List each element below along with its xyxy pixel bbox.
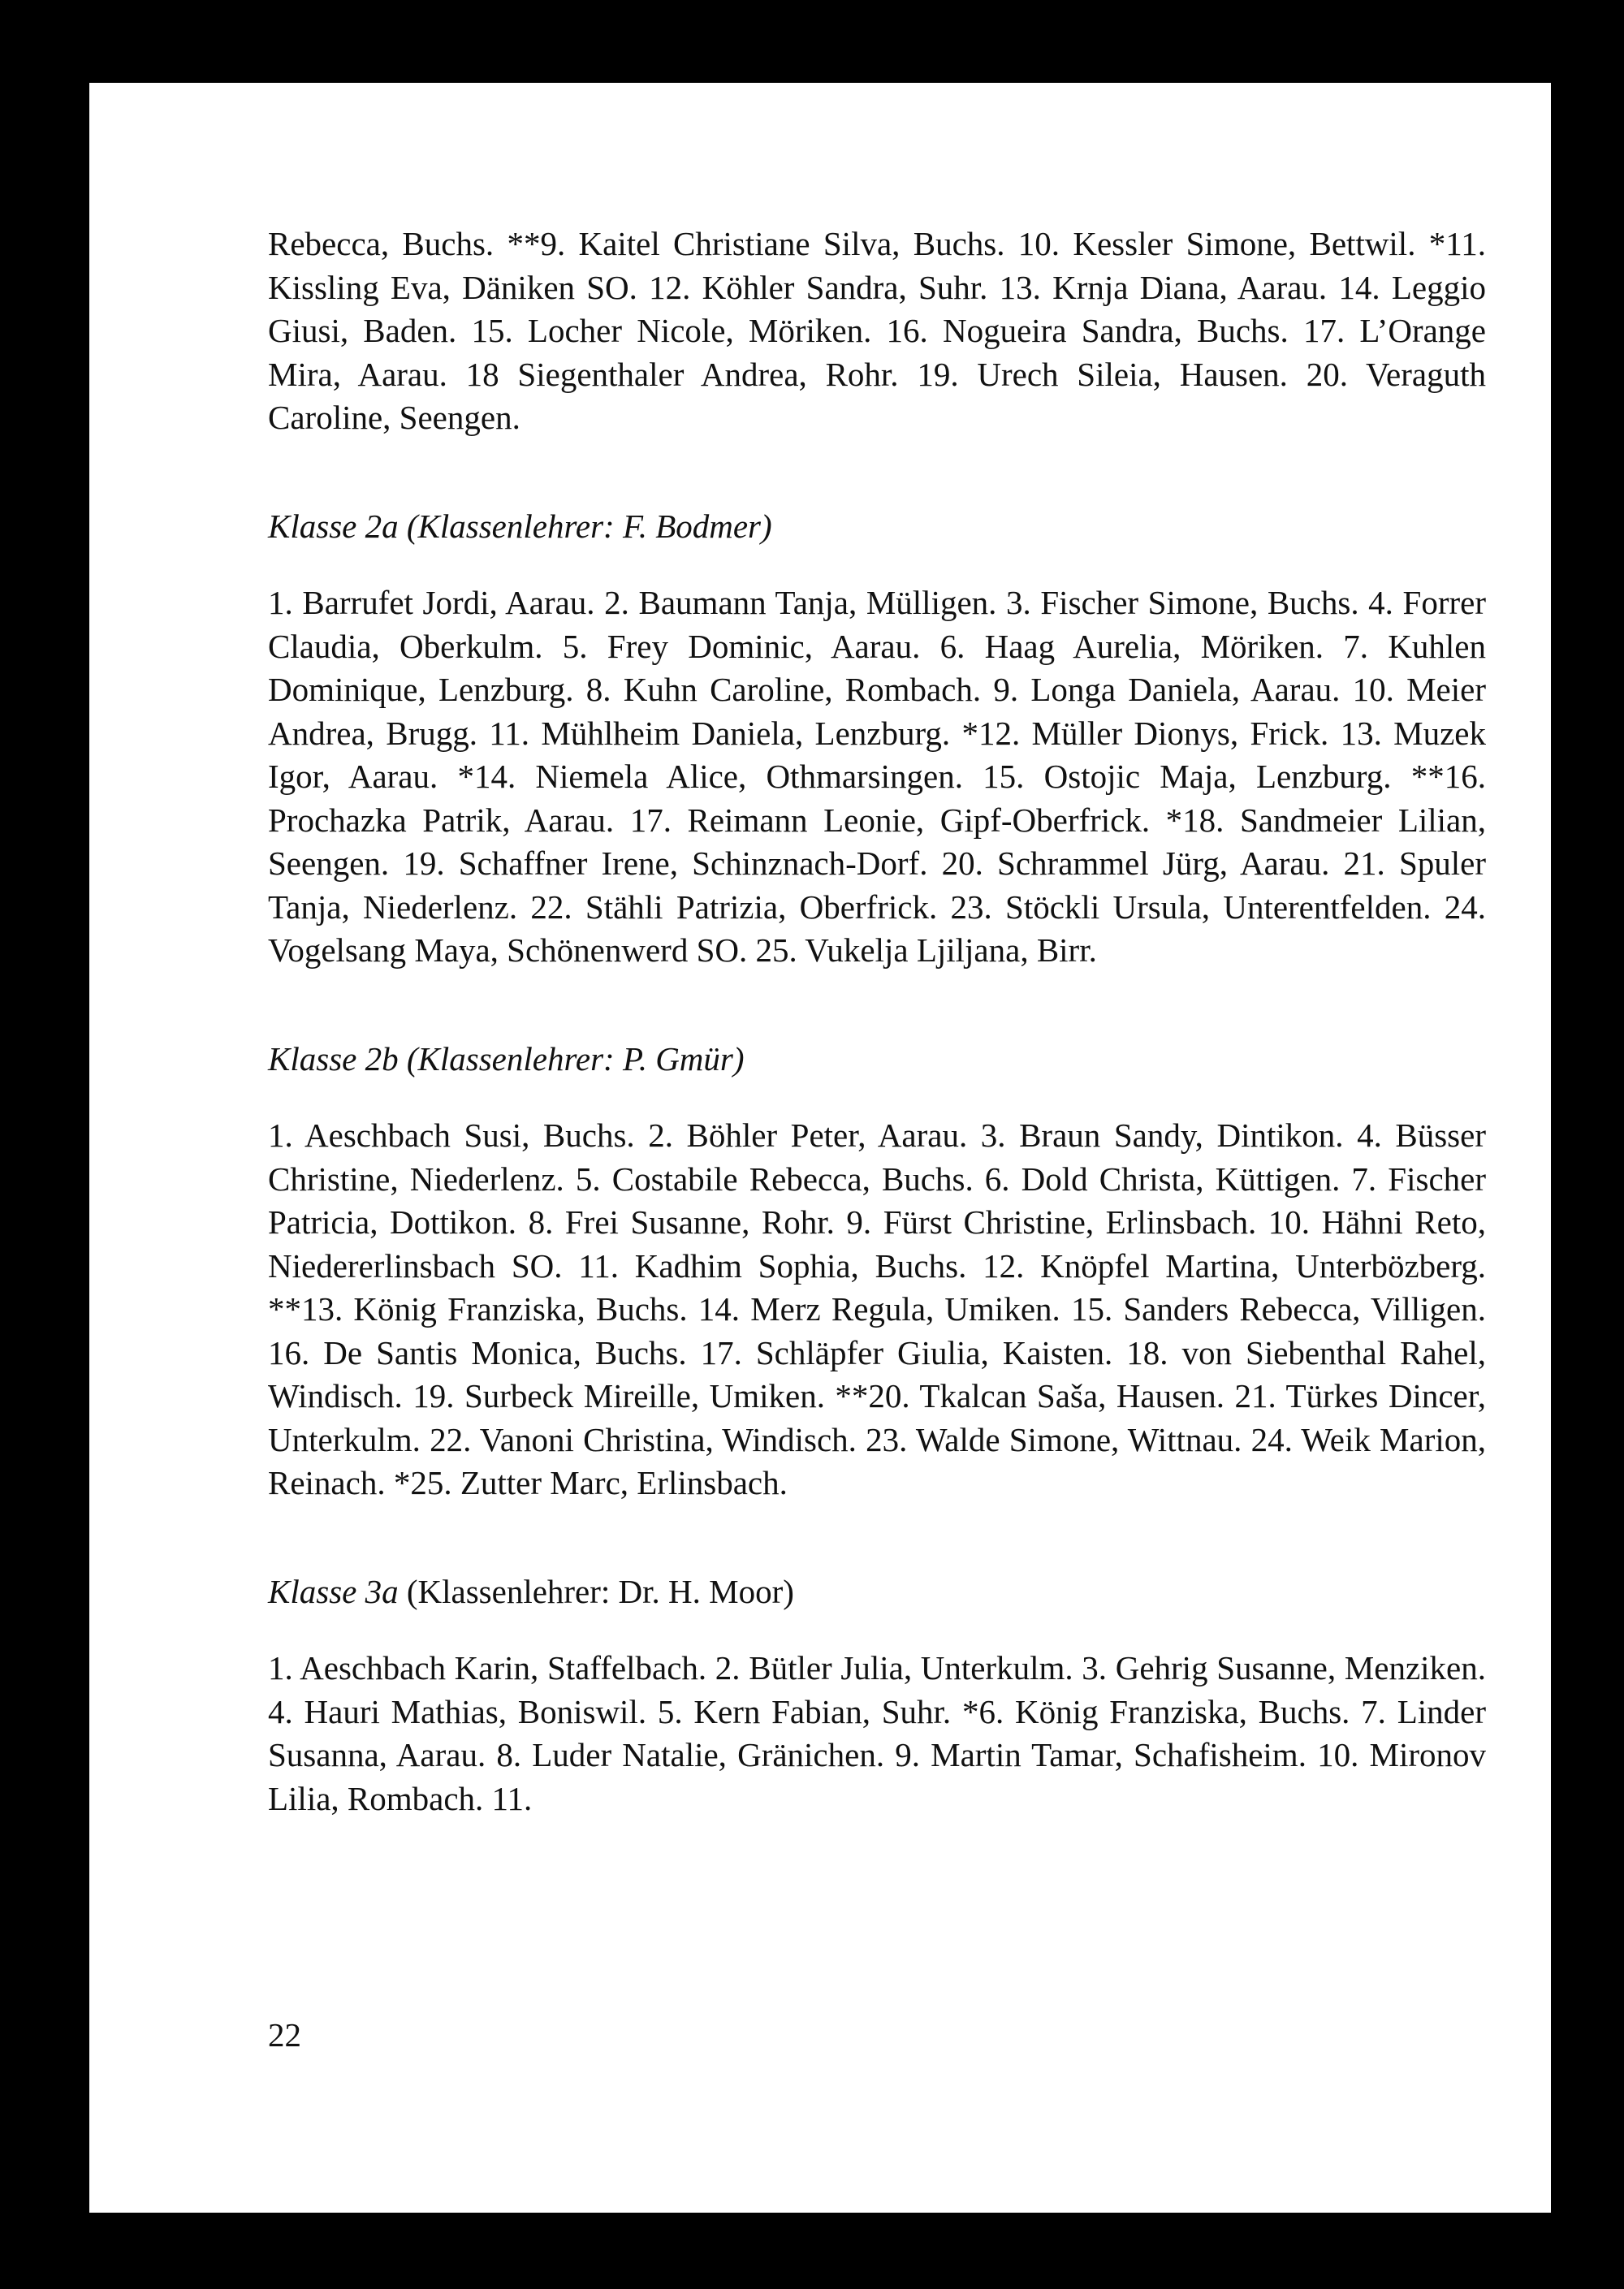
section-list-klasse-2b: 1. Aeschbach Susi, Buchs. 2. Böhler Peter, Aarau. 3. Braun Sandy, Dintikon. 4. Büsser Christine, Niederlenz. 5. Costabile Rebecca, Buchs. 6. Dold Christa, Küttigen. 7. Fischer Patricia, Dottikon. 8. Frei Susanne, Rohr. 9. Fürst Christine, Erlinsbach. 10. Hähni Reto, Niedererlinsbach SO. 11. Kadhim Sophia, Buchs. 12. Knöpfel Martina, Unterbözberg. **13. König Franziska, Buchs. 14. Merz Regula, Umiken. 15. Sanders Rebecca, Villigen. 16. De Santis Monica, Buchs. 17. Schläpfer Giulia, Kaisten. 18. von Siebenthal Rahel, Windisch. 19. Surbeck Mireille, Umiken. **20. Tkalcan Saša, Hausen. 21. Türkes Dincer, Unterkulm. 22. Vanoni Christina, Windisch. 23. Walde Simone, Wittnau. 24. Weik Marion, Reinach. *25. Zutter Marc, Erlinsbach. — [268, 1116, 1486, 1501]
class-name: Klasse 2a — [268, 507, 399, 545]
class-teacher: (Klassenlehrer: P. Gmür) — [406, 1039, 745, 1078]
intro-paragraph: Rebecca, Buchs. **9. Kaitel Christiane Silva, Buchs. 10. Kessler Simone, Bettwil. *11. Kissling Eva, Däniken SO. 12. Köhler Sandra, Suhr. 13. Krnja Diana, Aarau. 14. Leggio Giusi, Baden. 15. Locher Nicole, Möriken. 16. Nogueira Sandra, Buchs. 17. L’Orange Mira, Aarau. 18 Siegenthaler Andrea, Rohr. 19. Urech Sileia, Hausen. 20. Veraguth Caroline, Seengen. — [268, 225, 1486, 436]
section-heading-klasse-2a — [268, 505, 1486, 549]
page-content — [268, 222, 1486, 1820]
class-teacher: (Klassenlehrer: Dr. H. Moor) — [406, 1572, 794, 1610]
section-list-klasse-3a: 1. Aeschbach Karin, Staffelbach. 2. Bütler Julia, Unterkulm. 3. Gehrig Susanne, Menziken. 4. Hauri Mathias, Boniswil. 5. Kern Fabian, Suhr. *6. König Franziska, Buchs. 7. Linder Susanna, Aarau. 8. Luder Natalie, Gränichen. 9. Martin Tamar, Schafisheim. 10. Mironov Lilia, Rombach. 11. — [268, 1649, 1486, 1817]
section-list-klasse-2a: 1. Barrufet Jordi, Aarau. 2. Baumann Tanja, Mülligen. 3. Fischer Simone, Buchs. 4. Forrer Claudia, Oberkulm. 5. Frey Dominic, Aarau. 6. Haag Aurelia, Möriken. 7. Kuhlen Dominique, Lenzburg. 8. Kuhn Caroline, Rombach. 9. Longa Daniela, Aarau. 10. Meier Andrea, Brugg. 11. Mühlheim Daniela, Lenzburg. *12. Müller Dionys, Frick. 13. Muzek Igor, Aarau. *14. Niemela Alice, Othmarsingen. 15. Ostojic Maja, Lenzburg. **16. Prochazka Patrik, Aarau. 17. Reimann Leonie, Gipf-Oberfrick. *18. Sandmeier Lilian, Seengen. 19. Schaffner Irene, Schinznach-Dorf. 20. Schrammel Jürg, Aarau. 21. Spuler Tanja, Niederlenz. 22. Stähli Patrizia, Oberfrick. 23. Stöckli Ursula, Unterentfelden. 24. Vogelsang Maya, Schönenwerd SO. 25. Vukelja Ljiljana, Birr. — [268, 584, 1486, 969]
document-page — [89, 83, 1551, 2213]
class-name: Klasse 3a — [268, 1572, 399, 1610]
section-heading-klasse-3a — [268, 1570, 1486, 1614]
class-teacher: (Klassenlehrer: F. Bodmer) — [406, 507, 772, 545]
class-name: Klasse 2b — [268, 1039, 399, 1078]
section-heading-klasse-2b — [268, 1038, 1486, 1082]
page-number: 22 — [268, 2016, 301, 2054]
